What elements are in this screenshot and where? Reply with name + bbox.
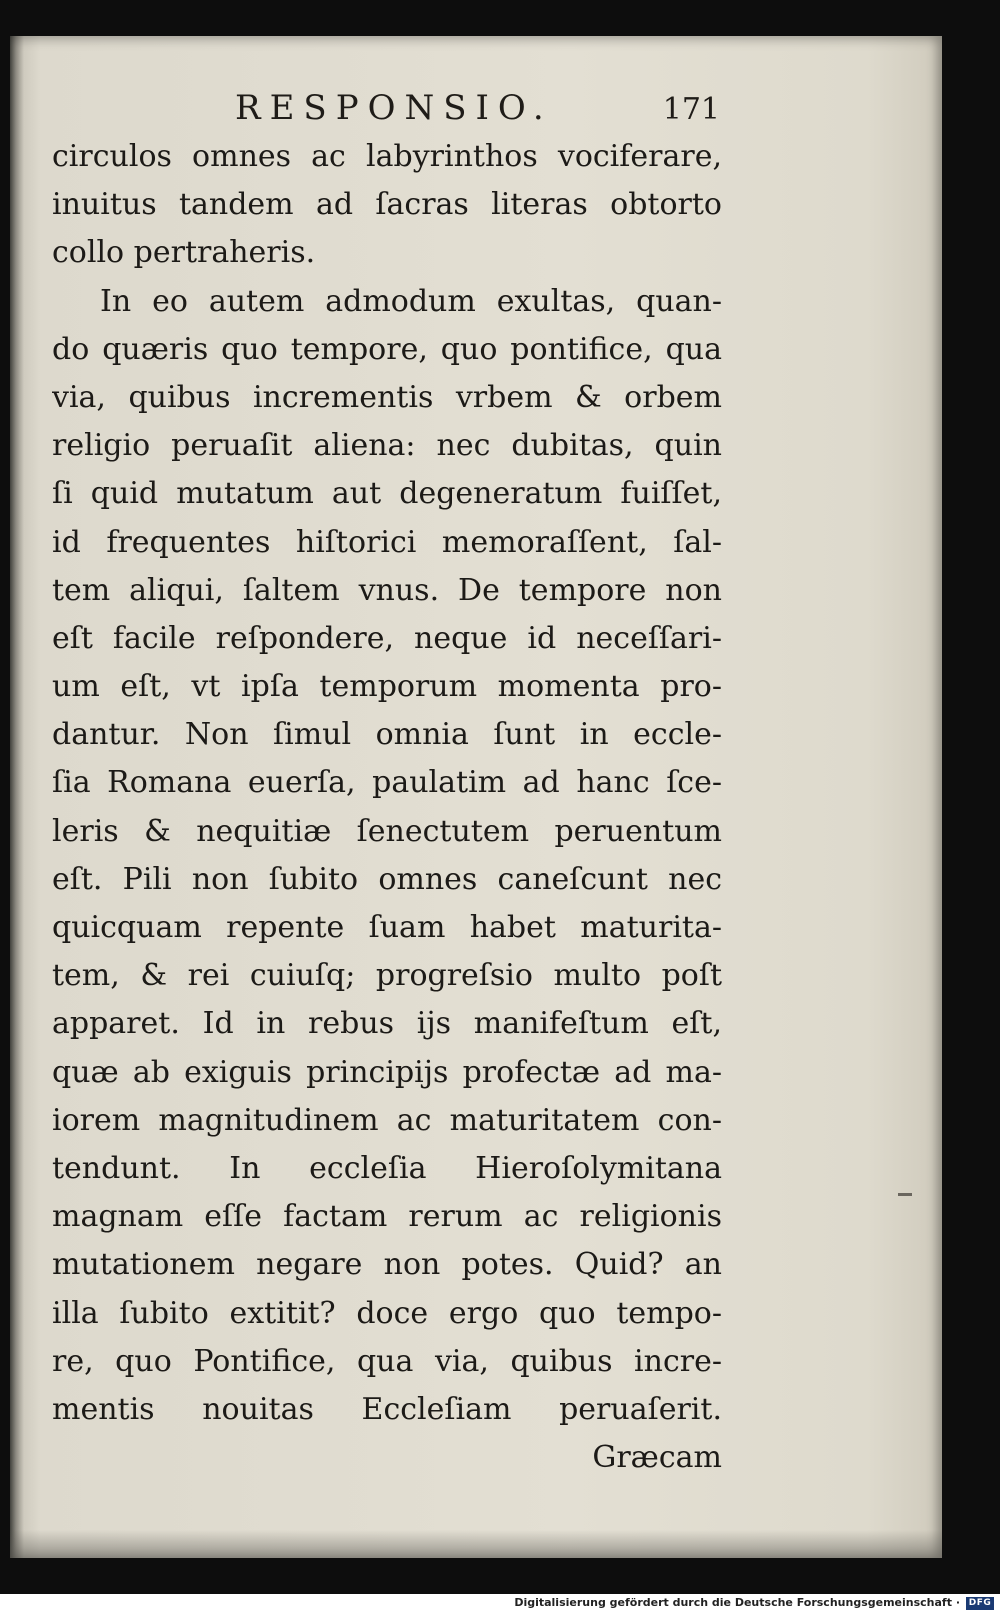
text-line: illa ſubito extitit? doce ergo quo tempo- — [52, 1295, 722, 1331]
text-line: eſt. Pili non ſubito omnes caneſcunt nec — [52, 861, 722, 897]
footer-credit: Digitalisierung gefördert durch die Deutsche Forschungsgemeinschaft · — [514, 1596, 960, 1609]
page-header — [60, 88, 720, 134]
dfg-logo-icon: DFG — [966, 1597, 994, 1610]
body-text — [52, 133, 722, 1482]
text-line: do quæris quo tempore, quo pontifice, qua — [52, 331, 722, 367]
text-line: eſt facile reſpondere, neque id neceſſari- — [52, 620, 722, 656]
text-line: collo pertraheris. — [52, 235, 316, 271]
text-line: ſia Romana euerſa, paulatim ad hanc ſce- — [52, 765, 722, 801]
page-bottom-shadow — [10, 1530, 942, 1558]
text-line: iorem magnitudinem ac maturitatem con- — [52, 1102, 722, 1138]
text-line: id frequentes hiſtorici memoraſſent, ſal- — [52, 524, 722, 560]
running-head: RESPONSIO. — [235, 88, 553, 128]
footer-credit-text: Digitalisierung gefördert durch die Deutsche Forschungsgemeinschaft — [514, 1596, 952, 1609]
text-line: ſi quid mutatum aut degeneratum fuiſſet, — [52, 476, 722, 512]
text-line: dantur. Non ſimul omnia ſunt in eccle- — [52, 717, 722, 753]
catchword: Græcam — [592, 1440, 722, 1476]
text-line: mutationem negare non potes. Quid? an — [52, 1247, 722, 1283]
text-line: quicquam repente ſuam habet maturita- — [52, 910, 722, 945]
text-line: via, quibus incrementis vrbem & orbem — [52, 379, 722, 415]
text-line: circulos omnes ac labyrinthos vociferare, — [52, 139, 722, 174]
text-line: religio peruaſit aliena: nec dubitas, quin — [52, 428, 722, 464]
text-line: mentis nouitas Eccleſiam peruaſerit. — [52, 1391, 722, 1427]
text-line: apparet. Id in rebus ijs manifeſtum eſt, — [52, 1006, 722, 1042]
text-line: tem aliqui, ſaltem vnus. De tempore non — [52, 572, 722, 608]
text-line: magnam eſſe factam rerum ac religionis — [52, 1199, 722, 1235]
text-line: um eſt, vt ipſa temporum momenta pro- — [52, 669, 722, 705]
page-number: 171 — [662, 92, 720, 127]
text-line: tem, & rei cuiuſq; progreſsio multo poſt — [52, 958, 722, 994]
text-line: leris & nequitiæ ſenectutem peruentum — [52, 813, 722, 849]
text-line: In eo autem admodum exultas, quan- — [100, 283, 722, 319]
text-line: re, quo Pontifice, qua via, quibus incre- — [52, 1343, 722, 1379]
margin-mark — [898, 1193, 912, 1196]
text-line: inuitus tandem ad ſacras literas obtorto — [52, 187, 722, 223]
text-line: tendunt. In eccleſia Hieroſolymitana — [52, 1150, 722, 1186]
text-line: quæ ab exiguis principijs profectæ ad ma- — [52, 1054, 722, 1090]
